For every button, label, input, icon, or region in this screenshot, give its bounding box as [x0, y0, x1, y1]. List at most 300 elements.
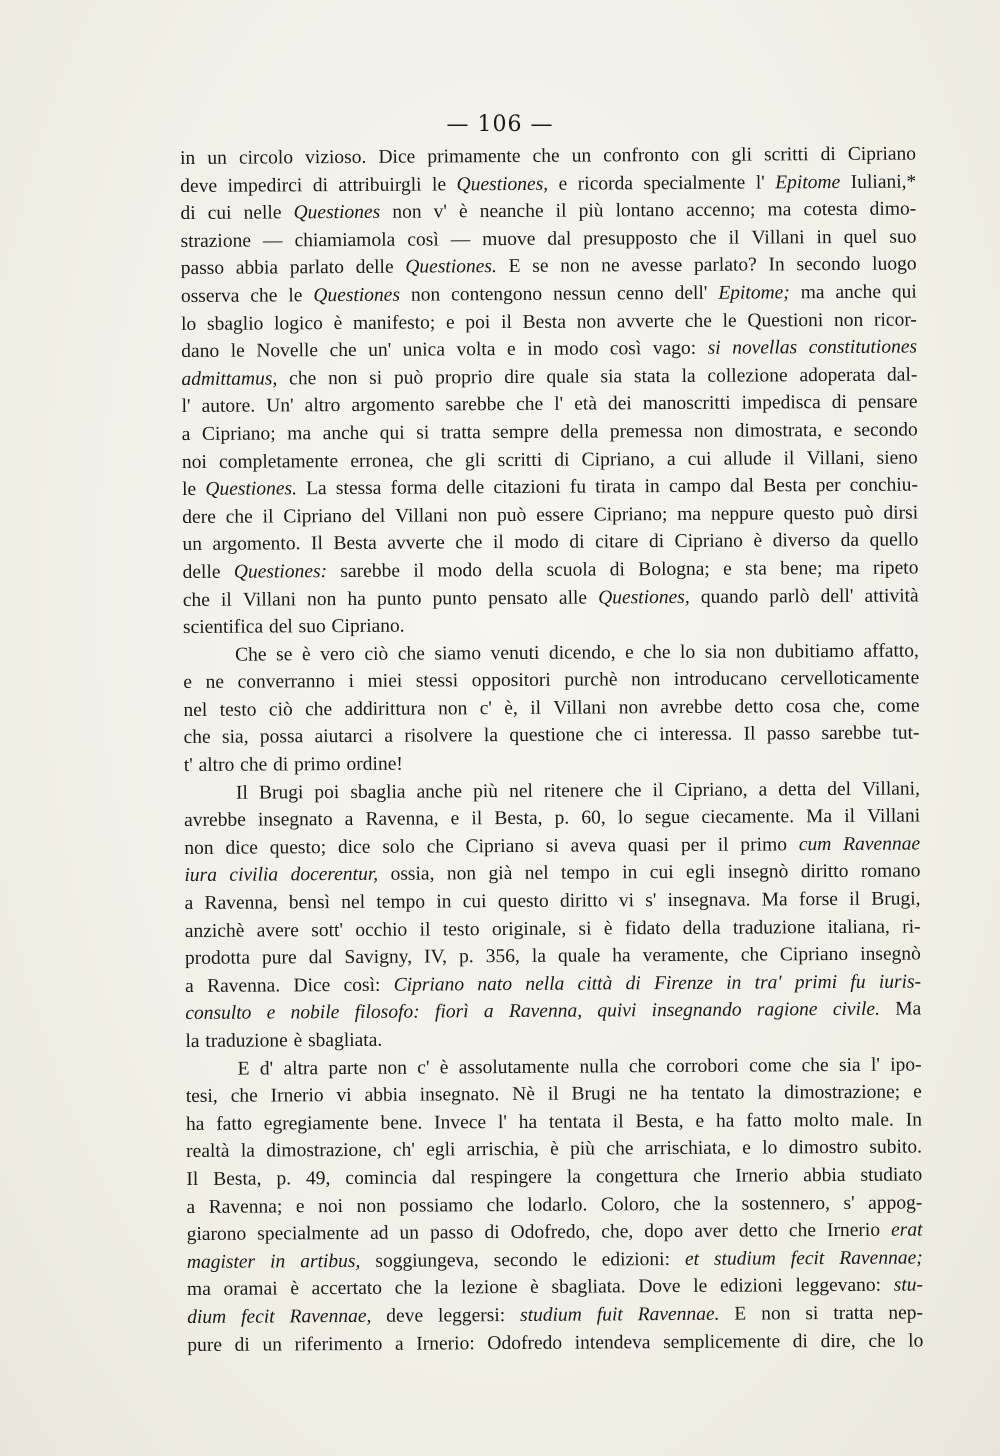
word: sbaglio: [206, 313, 264, 335]
word: un': [368, 339, 392, 362]
word: per: [680, 834, 706, 856]
word: dopo: [644, 1221, 684, 1243]
word: stessa: [335, 477, 382, 500]
word: e: [506, 339, 516, 361]
word: E: [734, 1303, 747, 1325]
word: dell': [820, 585, 854, 607]
word: stata: [633, 365, 670, 387]
word: questo: [497, 890, 549, 913]
word: detto: [738, 1220, 778, 1242]
word: respingere: [470, 1166, 552, 1189]
word: anche: [416, 780, 463, 803]
word: che: [183, 727, 211, 749]
text-line: [181, 306, 917, 338]
word: tempo: [376, 891, 426, 913]
word: miei: [367, 670, 403, 693]
word: ciò: [364, 643, 389, 665]
word: parte: [328, 1057, 368, 1079]
word: e: [295, 1195, 305, 1217]
word: tut-: [892, 722, 920, 745]
word: vi: [336, 1085, 352, 1107]
word: in: [436, 891, 452, 913]
word: si: [805, 1303, 819, 1325]
word: Villani,: [806, 447, 865, 469]
word: oppositori: [471, 670, 551, 692]
word: che: [225, 506, 253, 528]
word: contengono: [451, 283, 543, 306]
word: che: [673, 1193, 701, 1215]
word: il: [530, 697, 542, 719]
word: Besta: [522, 311, 567, 333]
word: cenno: [617, 283, 664, 305]
word: unica: [402, 339, 446, 361]
word: Ma: [806, 806, 833, 828]
word: ordine!: [346, 753, 403, 776]
word: abbia: [235, 257, 279, 280]
word: il: [419, 919, 431, 941]
word: logico: [274, 312, 323, 334]
word: tra': [754, 972, 782, 994]
word: secondo: [493, 1249, 558, 1271]
word: ma: [767, 199, 792, 221]
word: E: [508, 256, 521, 278]
word: sbaglia: [350, 781, 406, 803]
word: non: [630, 669, 661, 691]
word: delle: [182, 561, 221, 583]
word: avrebbe: [660, 696, 723, 718]
word: e: [833, 419, 843, 441]
word: Villani: [751, 226, 805, 249]
word: osserva: [180, 285, 240, 307]
word: si: [545, 835, 559, 857]
text-line: [180, 141, 916, 173]
word: quasi: [627, 834, 670, 857]
word: nel: [183, 699, 208, 721]
word: luogo: [872, 253, 917, 276]
word: a: [384, 726, 394, 748]
word: dirsi: [883, 502, 919, 524]
word: sostennero,: [741, 1192, 830, 1215]
word: solo: [382, 836, 415, 858]
word: consulto: [185, 1002, 252, 1025]
word: 49,: [305, 1168, 331, 1190]
word: risolvere: [404, 725, 473, 748]
word: dice: [225, 837, 258, 859]
word: ha: [612, 945, 631, 967]
word: è: [293, 1030, 303, 1052]
word: è: [290, 1278, 300, 1300]
word: argomento: [351, 394, 435, 417]
word: non: [438, 698, 468, 720]
word: ciò: [268, 699, 293, 721]
word: 356,: [485, 946, 520, 968]
word: Novelle: [256, 340, 319, 362]
word: suo: [298, 616, 326, 638]
word: Ravenna,: [204, 892, 278, 914]
word: corrobori: [666, 1055, 739, 1077]
word: tratta: [833, 1302, 874, 1324]
word: ma: [800, 282, 825, 304]
word: diritto: [559, 890, 608, 912]
word: Un': [266, 395, 294, 417]
word: di: [180, 203, 196, 225]
word: che: [643, 641, 671, 663]
word: sbagliata.: [551, 1276, 626, 1299]
text-line: [182, 444, 918, 476]
word: insegnato: [257, 809, 333, 831]
word: edizioni:: [601, 1248, 671, 1271]
word: che,: [832, 695, 865, 717]
word: prodotta: [184, 947, 251, 970]
word: occhio: [355, 919, 408, 941]
word: non: [446, 863, 477, 885]
word: ma: [287, 423, 312, 445]
word: non: [576, 310, 607, 333]
word: Irnerio: [826, 1219, 881, 1242]
word: affatto,: [863, 640, 919, 662]
word: dimo-: [869, 198, 917, 220]
word: fatto: [746, 1110, 782, 1132]
word: a: [344, 809, 354, 831]
word: dium: [187, 1306, 227, 1328]
word: che: [684, 310, 712, 332]
word: tesi,: [185, 1085, 218, 1108]
word: diritto: [800, 861, 849, 883]
word: ipo-: [890, 1054, 922, 1076]
word: la: [713, 1193, 729, 1215]
word: Ravennae;: [839, 1247, 923, 1269]
word: E: [237, 1058, 250, 1080]
word: le: [288, 285, 303, 307]
word: noi: [318, 1195, 344, 1217]
word: stessi: [415, 670, 459, 692]
word: l': [554, 394, 564, 416]
word: sarebbe: [340, 560, 401, 582]
word: sia: [600, 366, 623, 388]
word: in: [527, 338, 543, 361]
word: e: [742, 1137, 751, 1159]
word: egli: [426, 1139, 456, 1161]
word: c': [417, 1057, 430, 1079]
word: primo: [294, 754, 341, 776]
word: studium: [713, 1248, 776, 1270]
word: Ravenna,: [508, 1000, 583, 1023]
word: Il: [186, 1168, 199, 1190]
word: non: [356, 1195, 386, 1217]
word: accertato: [311, 1278, 383, 1300]
word: manoscritti: [642, 392, 731, 415]
word: confronto: [603, 144, 680, 167]
word: che,: [601, 1221, 634, 1243]
word: strazione: [180, 230, 252, 252]
word: e: [723, 558, 732, 580]
word: In: [905, 1109, 922, 1131]
word: non: [761, 1303, 791, 1325]
word: Besta,: [213, 1168, 262, 1190]
word: Cipriano;: [593, 503, 668, 526]
word: la: [531, 945, 547, 968]
word: veramente,: [642, 944, 729, 967]
word: studiato: [860, 1164, 923, 1186]
word: sia,: [221, 727, 249, 749]
word: dere: [182, 506, 216, 528]
word: p.: [276, 1168, 292, 1190]
word: nel: [508, 780, 533, 802]
word: egregiamente: [263, 1112, 369, 1135]
word: dimostrazione,: [266, 1140, 382, 1162]
word: nessun: [552, 283, 607, 305]
word: Cipriano: [779, 944, 849, 966]
word: aiutarci: [314, 726, 374, 748]
word: che: [532, 145, 560, 167]
word: fu: [569, 476, 587, 498]
word: cosa: [785, 695, 821, 718]
word: tirata: [595, 476, 636, 498]
word: e: [183, 672, 193, 694]
word: pensato: [488, 587, 548, 609]
word: introducano: [673, 668, 768, 691]
word: sarebbe: [445, 394, 506, 416]
word: Bologna;: [638, 558, 710, 581]
word: altro: [198, 754, 235, 776]
word: di: [312, 174, 329, 196]
word: sbagliata.: [307, 1029, 383, 1052]
word: modo: [553, 338, 599, 360]
word: modo: [514, 532, 559, 554]
word: non: [184, 837, 214, 859]
word: ha: [185, 1113, 205, 1135]
word: gli: [464, 449, 486, 471]
word: che: [250, 285, 278, 307]
word: ha: [660, 1083, 679, 1105]
word: primi: [794, 971, 838, 994]
word: sia: [704, 641, 727, 663]
word: magister: [186, 1251, 256, 1273]
word: e: [558, 173, 568, 195]
word: —: [262, 230, 283, 252]
word: allude: [723, 447, 772, 470]
word: vizioso.: [305, 146, 367, 169]
word: t': [183, 754, 193, 777]
word: molto: [793, 1109, 840, 1132]
word: fuit: [596, 1304, 623, 1326]
word: è: [530, 1277, 539, 1299]
word: è: [333, 312, 343, 334]
word: può: [497, 504, 527, 526]
word: che: [305, 698, 333, 721]
word: in: [622, 862, 638, 884]
word: così:: [343, 974, 381, 996]
word: avrebbe: [184, 809, 246, 832]
word: novellas: [732, 337, 798, 359]
word: arrischiata,: [644, 1138, 731, 1160]
word: testo: [442, 918, 480, 941]
text-line: [180, 196, 916, 228]
word: ad: [370, 1222, 389, 1245]
word: di: [831, 392, 847, 414]
word: che: [455, 532, 483, 554]
word: forse: [798, 889, 838, 911]
word: in: [816, 226, 832, 248]
word: dal: [431, 1167, 456, 1189]
word: tratta: [440, 422, 481, 444]
word: che: [595, 724, 623, 746]
word: che: [426, 836, 454, 858]
word: Besta,: [494, 808, 543, 830]
word: vago:: [652, 338, 697, 360]
word: scritti: [763, 144, 809, 166]
word: Cipriano: [674, 530, 743, 553]
word: s': [645, 890, 657, 912]
word: della: [495, 559, 534, 581]
word: chiamiamola: [294, 229, 396, 252]
word: traduzione: [732, 916, 816, 939]
word: il: [717, 834, 729, 856]
word: cui: [687, 448, 712, 470]
word: il: [547, 1083, 559, 1105]
word: constitutiones: [808, 336, 918, 359]
word: si: [369, 367, 383, 389]
word: quando: [700, 585, 759, 608]
word: Besta: [763, 475, 807, 497]
page-number: — 106 —: [446, 112, 554, 137]
word: bene;: [780, 557, 823, 580]
word: punto: [376, 588, 422, 610]
word: Brugi,: [871, 888, 921, 910]
word: Invece: [434, 1111, 487, 1134]
word: realtà: [186, 1141, 230, 1163]
word: Cipriano,: [674, 779, 748, 801]
word: la: [483, 725, 499, 747]
word: Firenze: [653, 972, 713, 994]
word: lo: [762, 1137, 778, 1159]
word: Nè: [512, 1084, 535, 1106]
word: italiana,: [827, 916, 890, 938]
word: attribuirgli: [338, 174, 422, 196]
word: dire,: [820, 1330, 856, 1352]
word: proprio: [434, 366, 493, 389]
word: di: [820, 143, 836, 166]
word: Questiones: [313, 284, 401, 307]
word: l': [755, 172, 765, 194]
word: cui: [649, 862, 674, 884]
word: Irnerio:: [416, 1332, 475, 1355]
word: fu: [850, 971, 866, 993]
word: i: [348, 671, 355, 693]
word: Iuliani,*: [850, 171, 917, 193]
word: soggiungeva,: [375, 1249, 479, 1272]
word: dimostrazione;: [784, 1081, 901, 1104]
word: l': [181, 396, 191, 418]
word: originale,: [491, 918, 567, 940]
word: admittamus,: [181, 368, 278, 390]
word: che: [230, 1085, 258, 1107]
word: dicendo,: [548, 642, 616, 664]
word: un: [207, 147, 227, 169]
word: questione: [509, 725, 585, 747]
word: del: [827, 778, 852, 800]
word: ma: [186, 1279, 211, 1301]
word: in: [726, 972, 742, 994]
word: di: [648, 531, 665, 553]
word: questo: [783, 502, 835, 525]
word: età: [574, 393, 598, 415]
word: In: [768, 254, 785, 276]
text-line: [185, 941, 921, 973]
word: a: [758, 779, 768, 801]
word: avesse: [631, 255, 683, 277]
word: è: [439, 1056, 449, 1079]
word: Cipriano,: [581, 448, 655, 471]
word: neanche: [479, 200, 544, 223]
word: dice: [337, 836, 371, 858]
word: tentato: [691, 1082, 745, 1105]
word: sieno: [876, 447, 918, 469]
word: così: [407, 229, 439, 251]
word: arrischia,: [466, 1139, 539, 1161]
word: muove: [482, 228, 536, 250]
word: di: [554, 449, 570, 471]
word: un: [571, 145, 592, 167]
word: il: [471, 808, 483, 830]
word: si: [578, 918, 592, 940]
word: il: [652, 779, 664, 801]
word: il: [783, 447, 795, 469]
word: della: [560, 421, 599, 443]
word: non: [833, 309, 864, 331]
word: diverso: [772, 530, 831, 552]
word: ragione: [756, 999, 818, 1021]
text-line: [185, 968, 921, 1000]
word: questo;: [269, 836, 327, 859]
word: non: [457, 504, 488, 527]
word: sarebbe: [821, 723, 882, 745]
word: primamente: [427, 145, 521, 168]
word: di: [234, 1334, 250, 1356]
word: Villani,: [862, 778, 921, 800]
word: già: [488, 863, 513, 885]
word: fatto: [216, 1113, 253, 1135]
word: lo: [679, 641, 696, 663]
word: anche: [322, 422, 369, 445]
word: ri-: [902, 916, 921, 938]
word: quale: [557, 945, 601, 967]
word: male.: [850, 1109, 894, 1131]
word: collezione: [707, 365, 788, 387]
word: lo: [181, 313, 197, 335]
word: Odofredo,: [510, 1221, 591, 1244]
word: il: [220, 589, 232, 611]
word: —: [450, 229, 471, 251]
word: se: [276, 644, 293, 666]
word: parlato: [289, 257, 345, 279]
word: di: [272, 754, 289, 776]
word: addirittura: [344, 698, 426, 720]
word: Ma: [895, 998, 922, 1021]
word: altra: [283, 1057, 319, 1079]
word: iura: [184, 865, 218, 887]
word: Dove: [638, 1276, 681, 1298]
word: Villani: [867, 805, 921, 828]
word: gli: [731, 144, 753, 166]
word: ne: [628, 1083, 648, 1105]
word: Che: [235, 644, 267, 666]
word: dal: [308, 947, 333, 969]
word: la: [757, 1082, 772, 1104]
word: Ravenna.: [207, 975, 281, 997]
word: è: [550, 1139, 559, 1161]
text-line: [184, 720, 920, 752]
